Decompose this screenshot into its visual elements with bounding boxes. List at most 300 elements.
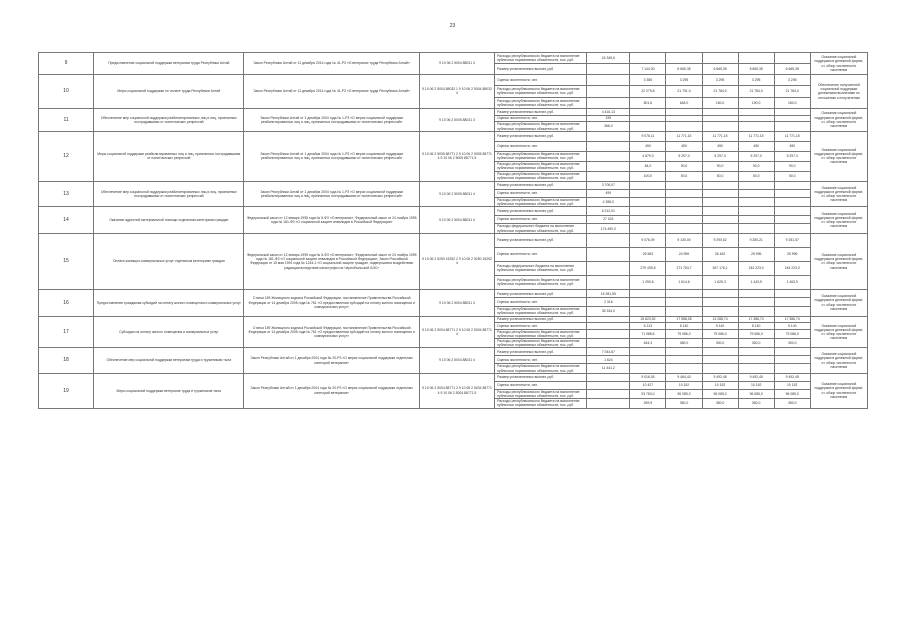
measure-name: Меры социальной поддержки по оплате труда Республики Алтай: [94, 75, 244, 109]
indicator-value: 11 441,2: [587, 364, 630, 373]
budget-code: 9 10 06 2 5004 88031 4: [419, 289, 494, 316]
indicator-value: 6 212,01: [587, 207, 630, 216]
indicator-value: 50,0: [666, 171, 702, 181]
indicator-value: [630, 348, 666, 356]
indicator-label: Расходы республиканского бюджета на выполнение публичных нормативных обязательств, тыс. руб.: [495, 97, 587, 108]
indicator-value: [738, 289, 774, 298]
indicator-value: 3 295: [774, 75, 810, 86]
indicator-value: 21 791,0: [666, 86, 702, 97]
indicator-value: [587, 275, 630, 289]
legal-basis: Закон Республики Алтай от 1 декабря 2004 года № 1-РЗ «О мерах социальной поддержки реабилитированных лиц и лиц, признанных пострадавшими от политических репрессий»: [244, 131, 419, 181]
indicator-label: Расходы республиканского бюджета на выполнение публичных нормативных обязательств, тыс. руб.: [495, 364, 587, 373]
indicator-value: 244 223,0: [774, 261, 810, 275]
indicator-value: [630, 298, 666, 307]
indicator-value: 5 297,0: [738, 151, 774, 161]
indicator-value: 300,0: [702, 338, 738, 347]
indicator-value: [702, 298, 738, 307]
indicator-value: [630, 289, 666, 298]
indicator-value: [702, 108, 738, 115]
indicator-label: Расходы республиканского бюджета на выполнение публичных нормативных обязательств, тыс. руб.: [495, 197, 587, 206]
indicator-value: 26 563: [630, 247, 666, 261]
budget-code: 9 10 06 2 5005 88771 2 9 10 06 2 5005 88771 4 9 10 06 2 5005 88771 5: [419, 131, 494, 181]
indicator-value: 3 295: [666, 75, 702, 86]
indicator-value: 9 130,00: [666, 233, 702, 247]
indicator-value: 9 016,05: [630, 373, 666, 381]
indicator-value: 9 492,45: [774, 373, 810, 381]
row-number: 17: [39, 316, 94, 348]
indicator-label: Расходы республиканского бюджета на выполнение публичных нормативных обязательств, тыс. руб.: [495, 275, 587, 289]
legal-basis: Закон Республики Алтай от 1 декабря 2004 года № 20-РЗ «О мерах социальной поддержки отдельных категорий ветеранов»: [244, 373, 419, 408]
indicator-value: 9 464,43: [666, 373, 702, 381]
indicator-value: 17 386,74: [738, 316, 774, 323]
indicator-value: [702, 307, 738, 316]
indicator-value: 7 044,67: [587, 348, 630, 356]
row-number: 16: [39, 289, 94, 316]
indicator-value: [666, 115, 702, 122]
table-row: [39, 207, 868, 216]
legal-basis: Закон Республики Алтай от 1 декабря 2004 года № 20-РЗ «О мерах социальной поддержки отдельных категорий ветеранов»: [244, 348, 419, 373]
purpose-note: Обеспечение получателей социальной поддержки денежными выплатами по отношению к получателям: [810, 75, 867, 109]
indicator-value: [774, 215, 810, 224]
measure-name: Предоставление социальной поддержки ветеранам труда Республики Алтай: [94, 53, 244, 75]
indicator-value: [738, 356, 774, 364]
indicator-value: 10 152: [738, 381, 774, 389]
indicator-value: 3 355: [630, 75, 666, 86]
indicator-value: [774, 289, 810, 298]
indicator-value: [630, 115, 666, 122]
indicator-value: [587, 161, 630, 171]
indicator-value: [630, 181, 666, 189]
indicator-label: Расходы республиканского бюджета на выполнение публичных нормативных обязательств, тыс. руб.: [495, 161, 587, 171]
indicator-value: [738, 348, 774, 356]
indicator-value: [774, 122, 810, 131]
indicator-value: [702, 207, 738, 216]
indicator-value: [587, 338, 630, 347]
indicator-value: 4 679,0: [630, 151, 666, 161]
indicator-value: 499: [587, 189, 630, 197]
indicator-value: [666, 298, 702, 307]
indicator-value: 1 463,9: [774, 275, 810, 289]
indicator-label: Расходы республиканского бюджета на выполнение публичных нормативных обязательств, тыс. руб.: [495, 122, 587, 131]
indicator-value: 350,0: [774, 399, 810, 408]
indicator-value: [666, 348, 702, 356]
indicator-value: [774, 224, 810, 233]
indicator-label: Расходы республиканского бюджета на выполнение публичных нормативных обязательств, тыс. руб.: [495, 53, 587, 64]
purpose-note: Оказание социальной поддержки в денежной форме, ст. обзор численности населения: [810, 289, 867, 316]
indicator-value: 190,0: [738, 97, 774, 108]
indicator-value: [738, 181, 774, 189]
indicator-value: 480,0: [666, 338, 702, 347]
indicator-value: 5 297,0: [774, 151, 810, 161]
legal-basis: Закон Республики Алтай от 1 декабря 2004 года № 1-РЗ «О мерах социальной поддержки реабилитированных лиц и лиц, признанных пострадавшими от политических репрессий»: [244, 108, 419, 131]
legal-basis: Статья 159 Жилищного кодекса Российской Федерации, постановление Правительства Российской Федерации от 14 декабря 2005 года № 761 «О предоставлении субсидий на оплату жилого помещения и коммунальных услуг»: [244, 289, 419, 316]
row-number: 10: [39, 75, 94, 109]
indicator-label: Размер установленных выплат, руб.: [495, 373, 587, 381]
indicator-value: 1 624: [587, 356, 630, 364]
indicator-value: 9 290,62: [702, 233, 738, 247]
indicator-value: 450: [630, 141, 666, 151]
indicator-value: 350,0: [738, 399, 774, 408]
purpose-note: Оказание социальной поддержки в денежной форме, ст. обзор численности населения: [810, 181, 867, 206]
indicator-value: 50,0: [774, 171, 810, 181]
indicator-value: [774, 197, 810, 206]
indicator-value: 366,0: [587, 122, 630, 131]
indicator-value: 22 279,6: [630, 86, 666, 97]
budget-code: 9 10 06 2 5004 88771 2 9 10 06 2 5004 88771 4: [419, 316, 494, 348]
indicator-value: 2 316: [587, 298, 630, 307]
indicator-value: 3 706,07: [587, 181, 630, 189]
indicator-value: 4 358,0: [587, 197, 630, 206]
indicator-label: Оценка численности, чел.: [495, 298, 587, 307]
indicator-value: 26 462: [702, 247, 738, 261]
indicator-value: 15 281,55: [587, 289, 630, 298]
indicator-value: [738, 298, 774, 307]
row-number: 19: [39, 373, 94, 408]
indicator-value: [738, 122, 774, 131]
indicator-label: Оценка численности, чел.: [495, 115, 587, 122]
indicator-value: 289,9: [630, 399, 666, 408]
indicator-label: Оценка численности, чел.: [495, 381, 587, 389]
indicator-value: [702, 215, 738, 224]
indicator-value: 6 665,35: [738, 64, 774, 75]
indicator-value: 27 024: [587, 215, 630, 224]
indicator-value: [666, 207, 702, 216]
indicator-value: 464,3: [630, 338, 666, 347]
table-row: [39, 75, 868, 86]
indicator-value: 11 771,15: [702, 131, 738, 141]
indicator-value: 71 988,6: [630, 329, 666, 338]
indicator-value: 648,0: [666, 97, 702, 108]
table-row: [39, 373, 868, 381]
indicator-value: [587, 141, 630, 151]
legal-basis: Статья 159 Жилищного кодекса Российской Федерации, постановление Правительства Российской Федерации от 14 декабря 2005 года № 761 «О предоставлении субсидий на оплату жилого помещения и коммунальных услуг»: [244, 316, 419, 348]
indicator-value: [702, 189, 738, 197]
indicator-value: 9 280,21: [738, 233, 774, 247]
indicator-value: 17 386,74: [774, 316, 810, 323]
indicator-value: [702, 197, 738, 206]
indicator-value: [587, 381, 630, 389]
indicator-value: 300,0: [738, 338, 774, 347]
measure-name: Оказание адресной материальной помощи отдельным категориям граждан: [94, 207, 244, 234]
measure-name: Обеспечение мер социальной поддержки ветеранам труда и труженикам тыла: [94, 348, 244, 373]
indicator-value: 10 152: [666, 381, 702, 389]
indicator-value: [666, 356, 702, 364]
indicator-value: [774, 53, 810, 64]
budget-code: 9 10 06 2 5005 88031 4: [419, 181, 494, 206]
row-number: 11: [39, 108, 94, 131]
indicator-value: 5 140: [774, 323, 810, 330]
indicator-value: [774, 189, 810, 197]
indicator-value: 79 086,0: [702, 329, 738, 338]
indicator-value: 9 076,11: [630, 131, 666, 141]
indicator-value: [774, 181, 810, 189]
indicator-value: 450: [666, 141, 702, 151]
indicator-value: 271 763,7: [666, 261, 702, 275]
indicator-value: 267 176,1: [702, 261, 738, 275]
indicator-value: [587, 389, 630, 398]
indicator-value: [630, 122, 666, 131]
indicator-value: 339: [587, 115, 630, 122]
legal-basis: Закон Республики Алтай от 11 декабря 2014 года № 41-РЗ «О ветеранах труда Республики Алтай»: [244, 75, 419, 109]
indicator-value: 5 297,0: [702, 151, 738, 161]
purpose-note: Оказание социальной поддержки в денежной форме, ст. обзор численности населения: [810, 316, 867, 348]
indicator-value: [587, 86, 630, 97]
indicator-value: 9 492,45: [702, 373, 738, 381]
legal-basis: Федеральный закон от 12 января 1995 года № 5-ФЗ «О ветеранах», Федеральный закон от 24 ноября 1995 года № 181-ФЗ «О социальной защите инвалидов в Российской Федерации»: [244, 207, 419, 234]
indicator-value: 96 085,0: [666, 389, 702, 398]
indicator-label: Размер установленных выплат, руб.: [495, 108, 587, 115]
indicator-label: Оценка численности, чел.: [495, 323, 587, 330]
indicator-value: [666, 189, 702, 197]
indicator-value: 90,0: [702, 161, 738, 171]
budget-code: 9 10 06 2 5004 88031 4: [419, 207, 494, 234]
indicator-value: [630, 207, 666, 216]
indicator-label: Расходы республиканского бюджета на выполнение публичных нормативных обязательств, тыс. руб.: [495, 399, 587, 408]
indicator-value: [774, 207, 810, 216]
indicator-value: 11 771,15: [774, 131, 810, 141]
indicator-value: 10 152: [702, 381, 738, 389]
indicator-value: [587, 171, 630, 181]
table-row: [39, 348, 868, 356]
indicator-label: Размер установленных выплат, руб.: [495, 316, 587, 323]
indicator-value: 50,0: [702, 171, 738, 181]
indicator-value: 96 085,0: [702, 389, 738, 398]
budget-code: 9 10 06 2 5004 88031 4: [419, 348, 494, 373]
indicator-label: Расходы республиканского бюджета на выполнение публичных нормативных обязательств, тыс. руб.: [495, 151, 587, 161]
indicator-value: [738, 364, 774, 373]
legal-basis: Закон Республики Алтай от 11 декабря 2014 года № 41-РЗ «О ветеранах труда Республики Алтай»: [244, 53, 419, 75]
indicator-label: Размер установленных выплат, руб.: [495, 131, 587, 141]
indicator-value: 3 295: [738, 75, 774, 86]
indicator-value: [587, 373, 630, 381]
indicator-value: [774, 115, 810, 122]
indicator-value: 450: [738, 141, 774, 151]
indicator-value: [702, 289, 738, 298]
indicator-value: [702, 224, 738, 233]
indicator-value: 93 783,0: [630, 389, 666, 398]
indicator-label: Размер установленных выплат, руб.: [495, 64, 587, 75]
purpose-note: Оказание социальной поддержки в денежной форме, ст. обзор численности населения: [810, 373, 867, 408]
indicator-value: 350,0: [666, 399, 702, 408]
indicator-value: [774, 364, 810, 373]
indicator-value: 279 439,8: [630, 261, 666, 275]
indicator-value: [702, 181, 738, 189]
indicator-value: 11 771,15: [666, 131, 702, 141]
measure-name: Меры социальной поддержки реабилитированных лиц и лиц, признанных пострадавшими от политических репрессий: [94, 131, 244, 181]
indicator-value: 244 223,0: [738, 261, 774, 275]
indicator-value: 5 297,0: [666, 151, 702, 161]
indicator-value: 35 334,0: [587, 307, 630, 316]
indicator-value: 7 144,30: [630, 64, 666, 75]
indicator-value: [666, 289, 702, 298]
indicator-value: [630, 356, 666, 364]
measure-name: Предоставление гражданам субсидий на оплату жилого помещения и коммунальных услуг: [94, 289, 244, 316]
indicator-value: [587, 131, 630, 141]
indicator-value: [630, 224, 666, 233]
indicator-value: 450: [702, 141, 738, 151]
indicator-value: [738, 197, 774, 206]
indicator-value: [630, 307, 666, 316]
indicator-value: [666, 197, 702, 206]
indicator-value: 3 295: [702, 75, 738, 86]
legal-basis: Федеральный закон от 12 января 1995 года № 5-ФЗ «О ветеранах», Федеральный закон от 24 ноября 1995 года № 181-ФЗ «О социальной защите инвалидов в Российской Федерации», Закон Российской Федерации от 15 мая 1991 года № 1244-1 «О социальной защите граждан, подвергшихся воздействию радиации вследствие катастрофы на Чернобыльской АЭС»: [244, 233, 419, 289]
indicator-value: [702, 356, 738, 364]
page-number: 23: [449, 23, 456, 29]
indicator-value: 5 213: [630, 323, 666, 330]
purpose-note: Оказание социальной поддержки в денежной форме, ст. обзор численности населения: [810, 131, 867, 181]
indicator-value: 24 345,6: [587, 53, 630, 64]
indicator-label: Оценка численности, чел.: [495, 75, 587, 86]
indicator-value: [666, 364, 702, 373]
row-number: 13: [39, 181, 94, 206]
indicator-value: 100,0: [630, 171, 666, 181]
indicator-value: [774, 108, 810, 115]
indicator-value: [630, 215, 666, 224]
indicator-value: 5 140: [738, 323, 774, 330]
indicator-value: [630, 189, 666, 197]
purpose-note: Оказание социальной поддержки в денежной форме, ст. обзор численности населения: [810, 348, 867, 373]
indicator-value: [587, 261, 630, 275]
indicator-value: 25 996: [774, 247, 810, 261]
budget-code: 9 10 06 2 5004 88771 2 9 10 06 2 5004 88771 4 9 10 06 2 5004 88771 5: [419, 373, 494, 408]
indicator-value: 5 140: [702, 323, 738, 330]
indicator-value: [774, 348, 810, 356]
indicator-value: [738, 108, 774, 115]
indicator-value: [587, 97, 630, 108]
indicator-label: Расходы республиканского бюджета на выполнение публичных нормативных обязательств, тыс. руб.: [495, 307, 587, 316]
indicator-value: [587, 151, 630, 161]
indicator-value: 11 771,15: [738, 131, 774, 141]
indicator-value: [738, 307, 774, 316]
row-number: 18: [39, 348, 94, 373]
indicator-value: 160,0: [702, 97, 738, 108]
indicator-value: 79 086,0: [738, 329, 774, 338]
indicator-value: [774, 307, 810, 316]
indicator-value: 300,0: [774, 338, 810, 347]
indicator-value: 9 251,57: [774, 233, 810, 247]
indicator-value: 9 076,09: [630, 233, 666, 247]
indicator-value: [774, 356, 810, 364]
budget-code: 9 10 06 2 5004 88032 1 9 10 06 2 5004 88032 4: [419, 75, 494, 109]
indicator-value: 25 996: [738, 247, 774, 261]
indicator-value: 84,0: [630, 161, 666, 171]
indicator-value: 6 665,35: [666, 64, 702, 75]
indicator-label: Размер установленных выплат, руб.: [495, 233, 587, 247]
indicator-value: [702, 122, 738, 131]
indicator-value: 96 085,0: [738, 389, 774, 398]
indicator-value: 21 784,0: [702, 86, 738, 97]
table-row: [39, 289, 868, 298]
regulation-table: [38, 52, 868, 409]
indicator-value: 13 288,74: [702, 316, 738, 323]
indicator-value: 79 086,0: [666, 329, 702, 338]
row-number: 9: [39, 53, 94, 75]
indicator-label: Оценка численности, чел.: [495, 215, 587, 224]
table-row: [39, 53, 868, 64]
indicator-value: [702, 53, 738, 64]
indicator-value: [587, 247, 630, 261]
indicator-label: Расходы республиканского бюджета на выполнение публичных нормативных обязательств, тыс. руб.: [495, 86, 587, 97]
indicator-value: 1 625,3: [702, 275, 738, 289]
indicator-label: Размер установленных выплат, руб.: [495, 181, 587, 189]
indicator-value: 90,0: [666, 161, 702, 171]
indicator-value: [630, 197, 666, 206]
indicator-value: 801,6: [630, 97, 666, 108]
indicator-value: 174 490,0: [587, 224, 630, 233]
indicator-value: [630, 53, 666, 64]
indicator-value: [738, 224, 774, 233]
indicator-value: 10 427: [630, 381, 666, 389]
indicator-label: Расходы республиканского бюджета на выполнение публичных нормативных обязательств, тыс. руб.: [495, 329, 587, 338]
indicator-value: 96 085,0: [774, 389, 810, 398]
indicator-label: Оценка численности, чел.: [495, 189, 587, 197]
indicator-value: 1 290,6: [630, 275, 666, 289]
indicator-label: Оценка численности, чел.: [495, 141, 587, 151]
table-row: [39, 233, 868, 247]
indicator-value: [630, 364, 666, 373]
row-number: 12: [39, 131, 94, 181]
budget-code: 9 10 06 2 5004 88031 4: [419, 53, 494, 75]
indicator-value: 50,0: [738, 171, 774, 181]
indicator-value: [774, 298, 810, 307]
indicator-label: Расходы федерального бюджета на выполнение публичных нормативных обязательств, тыс. руб.: [495, 261, 587, 275]
indicator-value: 6 665,35: [774, 64, 810, 75]
indicator-value: [666, 122, 702, 131]
indicator-value: 17 588,28: [666, 316, 702, 323]
indicator-label: Оценка численности, чел.: [495, 247, 587, 261]
indicator-value: 160,0: [774, 97, 810, 108]
purpose-note: Оказание социальной поддержки в денежной форме, ст. обзор численности населения: [810, 233, 867, 289]
indicator-value: 24 996: [666, 247, 702, 261]
indicator-value: [587, 233, 630, 247]
table-row: [39, 108, 868, 115]
table-body: [39, 53, 868, 409]
indicator-value: [738, 115, 774, 122]
indicator-value: 10 152: [774, 381, 810, 389]
indicator-label: Расходы республиканского бюджета на выполнение публичных нормативных обязательств, тыс. руб.: [495, 171, 587, 181]
indicator-value: 6 665,35: [702, 64, 738, 75]
purpose-note: Оказание социальной поддержки в денежной форме, ст. обзор численности населения: [810, 53, 867, 75]
indicator-value: 90,0: [774, 161, 810, 171]
indicator-value: 79 086,0: [774, 329, 810, 338]
indicator-value: 21 784,0: [774, 86, 810, 97]
indicator-value: [738, 215, 774, 224]
indicator-value: [702, 115, 738, 122]
measure-name: Оплата жилищно-коммунальных услуг отдельным категориям граждан: [94, 233, 244, 289]
row-number: 14: [39, 207, 94, 234]
indicator-value: [587, 329, 630, 338]
indicator-value: 5 140: [666, 323, 702, 330]
indicator-value: 1 443,9: [738, 275, 774, 289]
indicator-label: Расходы республиканского бюджета на выполнение публичных нормативных обязательств, тыс. руб.: [495, 389, 587, 398]
indicator-label: Расходы республиканского бюджета на выполнение публичных нормативных обязательств, тыс. руб.: [495, 338, 587, 347]
table-row: [39, 181, 868, 189]
indicator-value: [630, 108, 666, 115]
indicator-value: [587, 399, 630, 408]
indicator-value: [666, 215, 702, 224]
indicator-value: [666, 108, 702, 115]
indicator-value: 90,0: [738, 161, 774, 171]
measure-name: Обеспечение мер социальной поддержки реабилитированных лиц и лиц, признанных пострадавшими от политических репрессий: [94, 181, 244, 206]
budget-code: 9 10 06 2 5250 15252 2 9 10 06 2 5250 15252 4: [419, 233, 494, 289]
row-number: 15: [39, 233, 94, 289]
indicator-label: Размер установленных выплат, руб.: [495, 289, 587, 298]
measure-name: Субсидии на оплату жилого помещения и коммунальных услуг: [94, 316, 244, 348]
indicator-value: 1 614,6: [666, 275, 702, 289]
indicator-value: [587, 75, 630, 86]
indicator-value: [666, 224, 702, 233]
table-row: [39, 131, 868, 141]
